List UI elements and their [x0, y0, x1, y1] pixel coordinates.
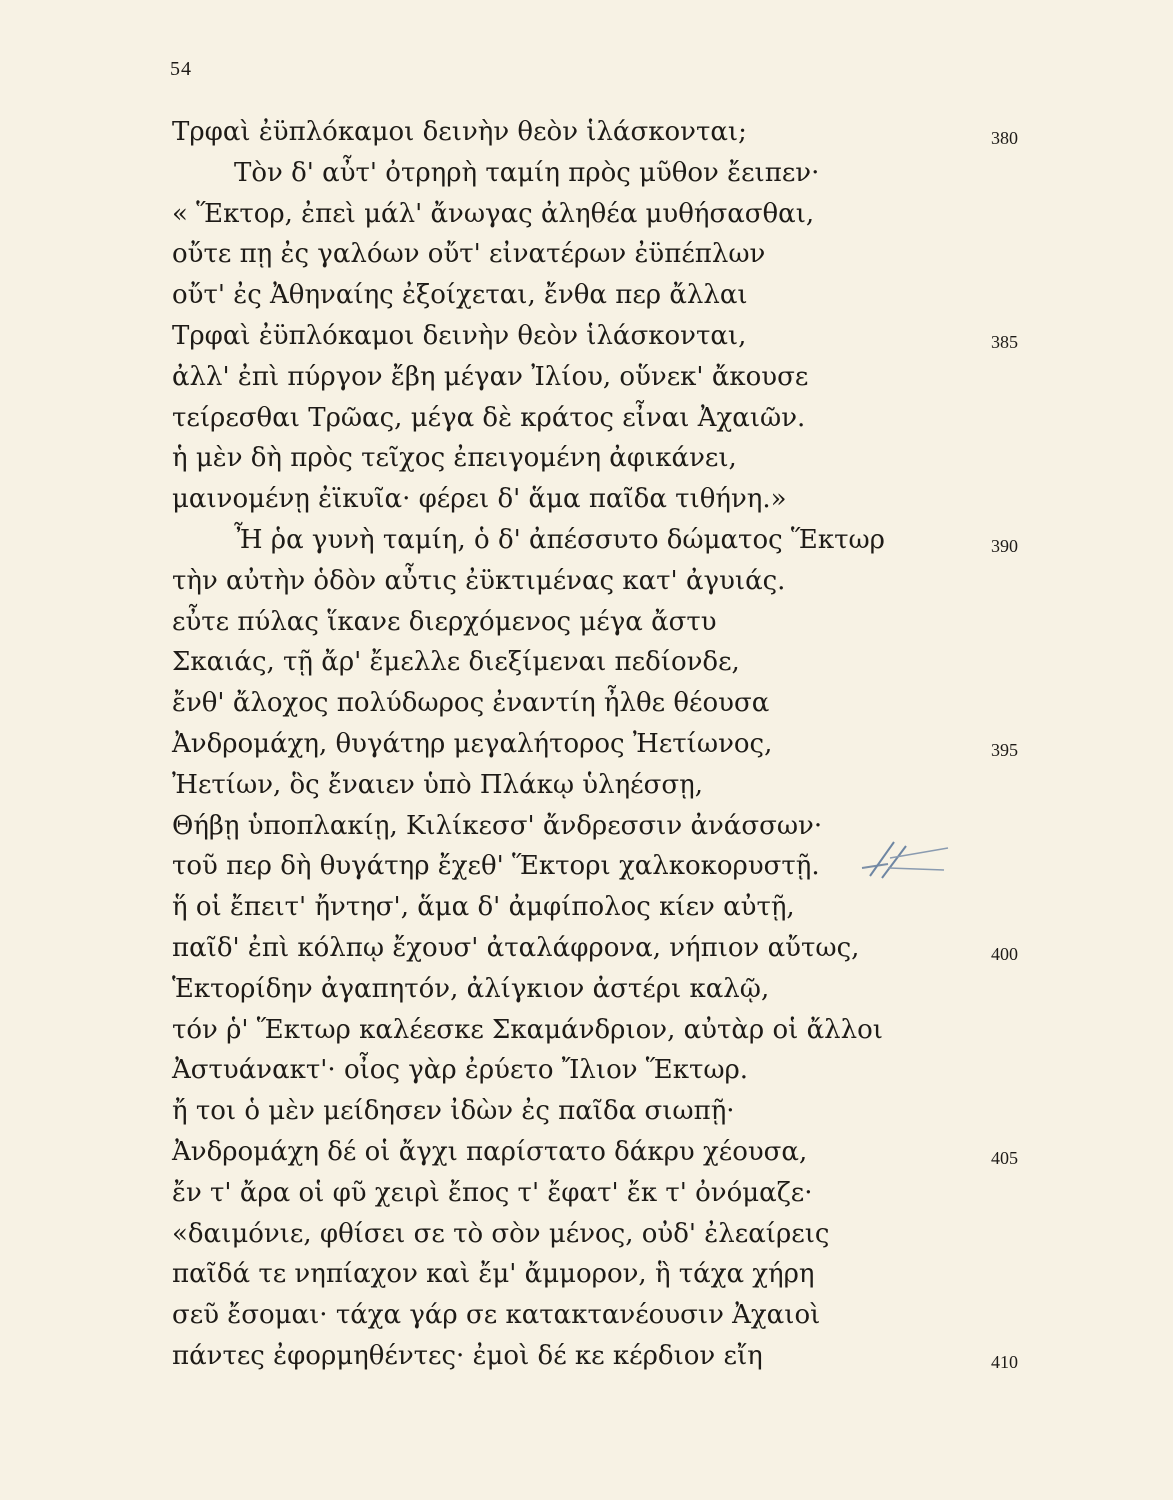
verse-text: σεῦ ἔσομαι· τάχα γάρ σε κατακτανέουσιν Ἀχαιοὶ — [172, 1300, 821, 1331]
verse-line — [172, 1091, 1032, 1132]
verse-text: Σκαιάς, τῇ ἄρ' ἔμελλε διεξίμεναι πεδίονδε, — [172, 647, 740, 678]
line-number: 405 — [991, 1147, 1018, 1168]
verse-text: Ἑκτορίδην ἀγαπητόν, ἀλίγκιον ἀστέρι καλῷ, — [172, 973, 770, 1004]
verse-text: οὔτε πῃ ἐς γαλόων οὔτ' εἰνατέρων ἐϋπέπλων — [172, 239, 766, 270]
verse-line — [172, 275, 1032, 316]
verse-text: μαινομένῃ ἐϊκυῖα· φέρει δ' ἅμα παῖδα τιθήνη.» — [172, 484, 787, 515]
verse-line — [172, 1050, 1032, 1091]
verse-text: «δαιμόνιε, φθίσει σε τὸ σὸν μένος, οὐδ' ἐλεαίρεις — [172, 1218, 830, 1249]
verse-line — [172, 1336, 1032, 1377]
verse-line — [172, 520, 1032, 561]
line-number: 390 — [991, 535, 1018, 556]
verse-line — [172, 194, 1032, 235]
verse-line — [172, 683, 1032, 724]
verse-text: εὖτε πύλας ἵκανε διερχόμενος μέγα ἄστυ — [172, 606, 717, 637]
verse-line — [172, 479, 1032, 520]
verse-line — [172, 642, 1032, 683]
verse-text: « Ἕκτορ, ἐπεὶ μάλ' ἄνωγας ἀληθέα μυθήσασθαι, — [172, 198, 815, 229]
verse-text: ἔνθ' ἄλοχος πολύδωρος ἐναντίη ἦλθε θέουσα — [172, 688, 770, 719]
verse-line — [172, 316, 1032, 357]
verse-line — [172, 112, 1032, 153]
verse-line — [172, 928, 1032, 969]
verse-lines — [172, 112, 1032, 1377]
verse-text: Τρφαὶ ἐϋπλόκαμοι δεινὴν θεὸν ἱλάσκονται, — [172, 320, 747, 351]
verse-text: Ἦ ῥα γυνὴ ταμίη, ὁ δ' ἀπέσσυτο δώματος Ἕκτωρ — [234, 524, 885, 555]
verse-text: τοῦ περ δὴ θυγάτηρ ἔχεθ' Ἕκτορι χαλκοκορυστῇ. — [172, 851, 820, 882]
verse-text: Τρφαὶ ἐϋπλόκαμοι δεινὴν θεὸν ἱλάσκονται; — [172, 117, 747, 147]
pencil-annotation-mark — [860, 838, 950, 884]
verse-line — [172, 1010, 1032, 1051]
verse-text: οὔτ' ἐς Ἀθηναίης ἐξοίχεται, ἔνθα περ ἄλλαι — [172, 280, 748, 311]
verse-text: ἥ οἱ ἔπειτ' ἤντησ', ἅμα δ' ἀμφίπολος κίεν αὐτῇ, — [172, 892, 795, 923]
verse-text: Ἀστυάνακτ'· οἶος γὰρ ἐρύετο Ἴλιον Ἕκτωρ. — [172, 1055, 749, 1086]
verse-line — [172, 153, 1032, 194]
verse-text: πάντες ἐφορμηθέντες· ἐμοὶ δέ κε κέρδιον εἴη — [172, 1340, 763, 1371]
verse-line — [172, 561, 1032, 602]
verse-text: ἤ τοι ὁ μὲν μείδησεν ἰδὼν ἐς παῖδα σιωπῇ· — [172, 1096, 735, 1127]
verse-line — [172, 1132, 1032, 1173]
verse-line — [172, 1295, 1032, 1336]
verse-text: Τὸν δ' αὖτ' ὀτρηρὴ ταμίη πρὸς μῦθον ἔειπεν· — [234, 157, 820, 188]
verse-line — [172, 969, 1032, 1010]
line-number: 385 — [991, 331, 1018, 352]
verse-line — [172, 398, 1032, 439]
verse-text: ἀλλ' ἐπὶ πύργον ἔβη μέγαν Ἰλίου, οὕνεκ' ἄκουσε — [172, 361, 809, 392]
verse-line — [172, 234, 1032, 275]
verse-text: Ἠετίων, ὃς ἔναιεν ὑπὸ Πλάκῳ ὑληέσσῃ, — [172, 769, 703, 800]
verse-line — [172, 602, 1032, 643]
verse-line — [172, 1214, 1032, 1255]
verse-line — [172, 765, 1032, 806]
verse-text: ἔν τ' ἄρα οἱ φῦ χειρὶ ἔπος τ' ἔφατ' ἔκ τ' ὀνόμαζε· — [172, 1177, 813, 1208]
verse-text: τόν ῥ' Ἕκτωρ καλέεσκε Σκαμάνδριον, αὐτὰρ οἱ ἄλλοι — [172, 1014, 883, 1045]
verse-text: ἡ μὲν δὴ πρὸς τεῖχος ἐπειγομένη ἀφικάνει, — [172, 443, 737, 474]
verse-line — [172, 724, 1032, 765]
line-number: 410 — [991, 1351, 1018, 1372]
line-number: 380 — [991, 128, 1018, 148]
verse-line — [172, 438, 1032, 479]
verse-text: Ἀνδρομάχη, θυγάτηρ μεγαλήτορος Ἠετίωνος, — [172, 728, 773, 759]
verse-line — [172, 357, 1032, 398]
line-number: 395 — [991, 739, 1018, 760]
verse-line — [172, 887, 1032, 928]
line-number: 400 — [991, 943, 1018, 964]
verse-text: τὴν αὐτὴν ὁδὸν αὖτις ἐϋκτιμένας κατ' ἀγυιάς. — [172, 565, 786, 596]
verse-line — [172, 1173, 1032, 1214]
verse-text: παῖδά τε νηπίαχον καὶ ἔμ' ἄμμορον, ἣ τάχα χήρη — [172, 1259, 815, 1290]
verse-text: Ἀνδρομάχη δέ οἱ ἄγχι παρίστατο δάκρυ χέουσα, — [172, 1136, 808, 1167]
verse-text: Θήβῃ ὑποπλακίῃ, Κιλίκεσσ' ἄνδρεσσιν ἀνάσσων· — [172, 810, 823, 841]
verse-text: τείρεσθαι Τρῶας, μέγα δὲ κράτος εἶναι Ἀχαιῶν. — [172, 402, 806, 433]
verse-line — [172, 1254, 1032, 1295]
verse-text: παῖδ' ἐπὶ κόλπῳ ἔχουσ' ἀταλάφρονα, νήπιον αὔτως, — [172, 932, 860, 963]
page-number: 54 — [170, 58, 192, 80]
